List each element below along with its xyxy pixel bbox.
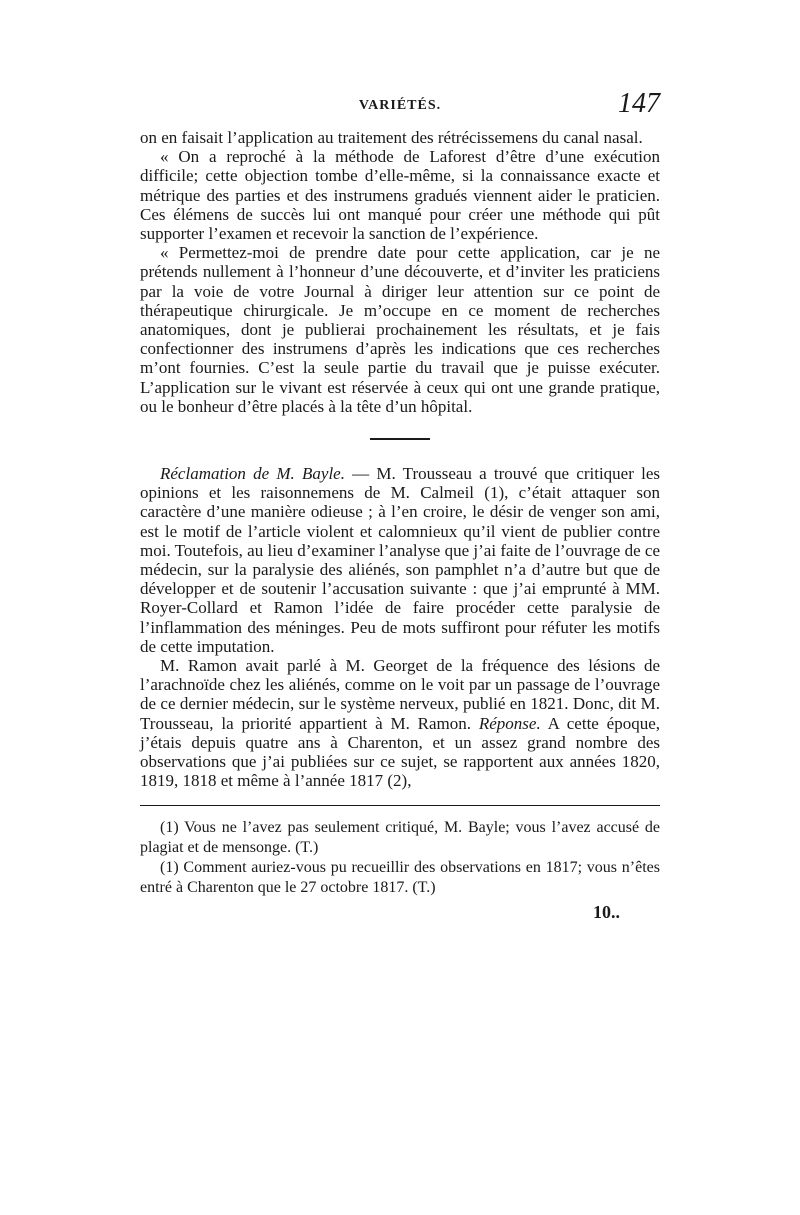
paragraph: « Permettez-moi de prendre date pour cette application, car je ne prétends nullement à l’honneur d’une découverte, et d’inviter les praticiens par la voie de votre Journal à diriger leur attention sur ce point de thérapeutique chirurgicale. Je m’occupe en ce moment de recherches anatomiques, dont je publierai prochainement les résultats, et je fais confectionner des instrumens d’après les indications que ces recherches m’ont fournies. C’est la seule partie du travail que je puisse exécuter. L’application sur le vivant est réservée à ceux qui ont une grande pratique, ou le bonheur d’être placés à la tête d’un hôpital. [140, 243, 660, 416]
footnotes [140, 818, 660, 922]
paragraph [140, 464, 660, 656]
body-text [140, 128, 660, 922]
footnote: (1) Vous ne l’avez pas seulement critiqué, M. Bayle; vous l’avez accusé de plagiat et de mensonge. (T.) [140, 818, 660, 856]
footnote: (1) Comment auriez-vous pu recueillir des observations en 1817; vous n’êtes entré à Charenton que le 27 octobre 1817. (T.) [140, 858, 660, 896]
paragraph-text: — M. Trousseau a trouvé que critiquer les opinions et les raisonnemens de M. Calmeil (1), c’était attaquer son caractère d’une manière odieuse ; à l’en croire, le désir de venger son ami, est le motif de l’article violent et calomnieux qu’il vient de publier contre moi. Toutefois, au lieu d’examiner l’analyse que j’ai faite de l’ouvrage de ce médecin, sur la paralysie des aliénés, son pamphlet n’a d’autre but que de développer et de soutenir l’accusation suivante : que j’ai emprunté à MM. Royer-Collard et Ramon l’idée de faire procéder cette paralysie de l’inflammation des méninges. Peu de mots suffiront pour réfuter les motifs de cette imputation. [140, 464, 660, 656]
paragraph: on en faisait l’application au traitement des rétrécissemens du canal nasal. [140, 128, 643, 147]
page-number: 147 [618, 88, 660, 119]
section-title: Réclamation de M. Bayle. [160, 464, 345, 484]
section-divider [370, 438, 430, 440]
reponse-label: Réponse. [478, 713, 541, 733]
paragraph-text: A cette époque, j’étais depuis quatre ans à Charenton, et un assez grand nombre des observations que j’ai publiées sur ce sujet, se rapportent aux années 1820, 1819, 1818 et même à l’année 1817 (2), [140, 713, 661, 791]
signature-mark: 10.. [593, 901, 620, 922]
running-head: VARIÉTÉS. [358, 98, 442, 113]
paragraph-text: M. Ramon avait parlé à M. Georget de la fréquence des lésions de l’arachnoïde chez les aliénés, comme on le voit par un passage de l’ouvrage de ce dernier médecin, sur le système nerveux, publié en 1821. Donc, dit M. Trousseau, la priorité appartient à M. Ramon. [140, 656, 660, 733]
paragraph: « On a reproché à la méthode de Laforest d’être d’une exécution difficile; cette objection tombe d’elle-même, si la connaissance exacte et métrique des parties et des instrumens gradués viennent aider le praticien. Ces élémens de succès lui ont manqué pour créer une méthode qui pût supporter l’examen et recevoir la sanction de l’expérience. [140, 147, 660, 244]
page-header [140, 88, 660, 128]
paragraph [140, 656, 660, 790]
footnote-divider [140, 805, 660, 806]
